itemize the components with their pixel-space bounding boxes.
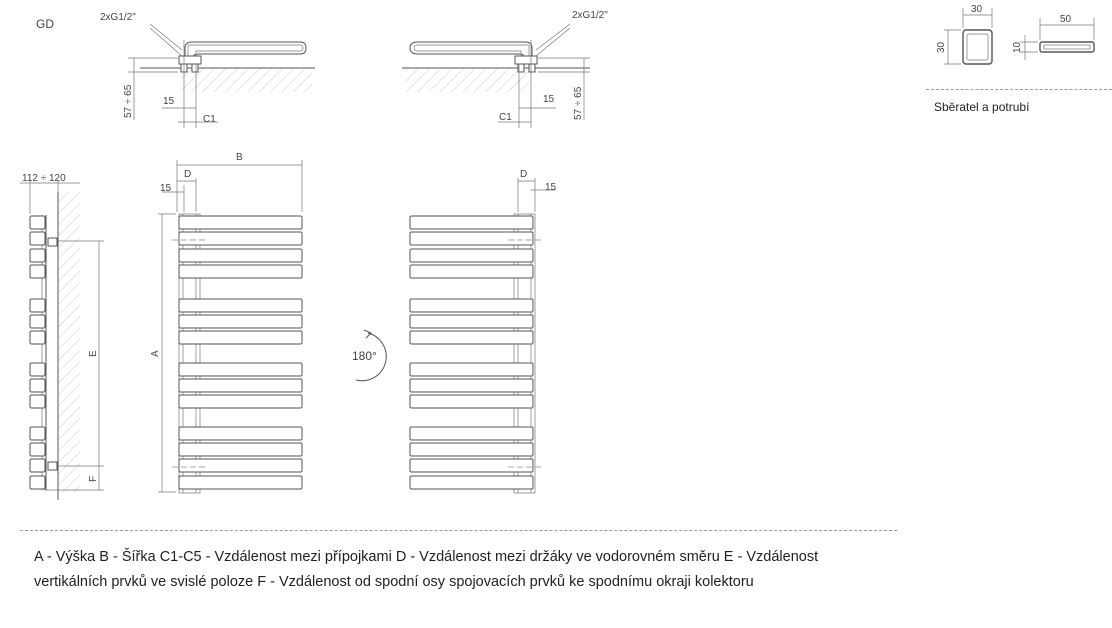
side-bar	[30, 379, 45, 392]
front-bar	[179, 315, 302, 328]
back-bar	[410, 476, 533, 489]
d-label-front: D	[184, 169, 192, 180]
b-label: B	[236, 152, 243, 163]
collector-profile	[936, 4, 992, 64]
front-bar	[179, 232, 302, 245]
sidebar-label: Sběratel a potrubí	[934, 100, 1030, 114]
front-bar	[179, 427, 302, 440]
front-bar	[179, 299, 302, 312]
side-bar	[30, 443, 45, 456]
back-bar	[410, 427, 533, 440]
width-range-label: 112 ÷ 120	[22, 173, 66, 184]
side-bar	[30, 363, 45, 376]
front-bar	[179, 216, 302, 229]
e-label: E	[88, 350, 99, 357]
side-bar	[30, 459, 45, 472]
caption-text: A - Výška B - Šířka C1-C5 - Vzdálenost mezi přípojkami D - Vzdálenost mezi držáky ve vodorovném směru E - Vzdálenost vertikálních prvků ve svislé poloze F - Vzdálenost od spodní osy spojovacích prvků ke spodnímu okraji kolektoru	[34, 549, 819, 590]
front-view	[150, 152, 302, 493]
c1-label-left: C1	[203, 114, 216, 125]
sidebar-divider	[926, 89, 1112, 90]
back-bar	[410, 459, 533, 472]
collector-width-label: 30	[971, 4, 983, 15]
side-bar	[30, 395, 45, 408]
front-bar	[179, 265, 302, 278]
front-bar	[179, 363, 302, 376]
side-profile-view	[20, 173, 104, 500]
f-label: F	[88, 475, 99, 482]
tube-width-label: 50	[1060, 14, 1072, 25]
back-bar	[410, 363, 533, 376]
side-bar	[30, 476, 45, 489]
back-bar	[410, 315, 533, 328]
back-bar	[410, 443, 533, 456]
back-bar	[410, 379, 533, 392]
tube-height-label: 10	[1012, 41, 1023, 53]
caption-divider	[20, 530, 897, 531]
back-bar	[410, 331, 533, 344]
gd-label: GD	[36, 17, 54, 31]
height-57-65-left: 57 ÷ 65	[123, 84, 134, 118]
height-57-65-right: 57 ÷ 65	[573, 86, 584, 120]
side-bar	[30, 315, 45, 328]
front-bar	[179, 249, 302, 262]
side-bar	[30, 232, 45, 245]
back-bar	[410, 249, 533, 262]
back-bar	[410, 299, 533, 312]
back-bar	[410, 265, 533, 278]
front-bar	[179, 379, 302, 392]
back-bar	[410, 395, 533, 408]
side-bar	[30, 331, 45, 344]
side-bar	[30, 216, 45, 229]
dim-15-front: 15	[160, 183, 172, 194]
front-bar	[179, 395, 302, 408]
dim-15-top-left: 15	[163, 96, 175, 107]
conn-label-left: 2xG1/2"	[100, 12, 136, 23]
c1-label-right: C1	[499, 112, 512, 123]
back-bar	[410, 232, 533, 245]
side-bar	[30, 427, 45, 440]
conn-label-right: 2xG1/2"	[572, 10, 608, 21]
collector-height-label: 30	[936, 41, 947, 53]
top-left-side-view	[100, 12, 315, 128]
back-view	[410, 169, 557, 493]
front-bar	[179, 476, 302, 489]
top-right-side-view	[402, 10, 608, 128]
d-label-back: D	[520, 169, 528, 180]
tube-profile	[1012, 14, 1094, 60]
front-bar	[179, 459, 302, 472]
side-bar	[30, 299, 45, 312]
dim-15-top-right: 15	[543, 94, 555, 105]
front-bar	[179, 443, 302, 456]
side-bar	[30, 265, 45, 278]
rotation-indicator	[352, 330, 386, 381]
dim-15-back: 15	[545, 182, 557, 193]
back-bar	[410, 216, 533, 229]
rotate-label: 180°	[352, 349, 377, 363]
a-label: A	[150, 350, 161, 357]
front-bar	[179, 331, 302, 344]
side-bar	[30, 249, 45, 262]
